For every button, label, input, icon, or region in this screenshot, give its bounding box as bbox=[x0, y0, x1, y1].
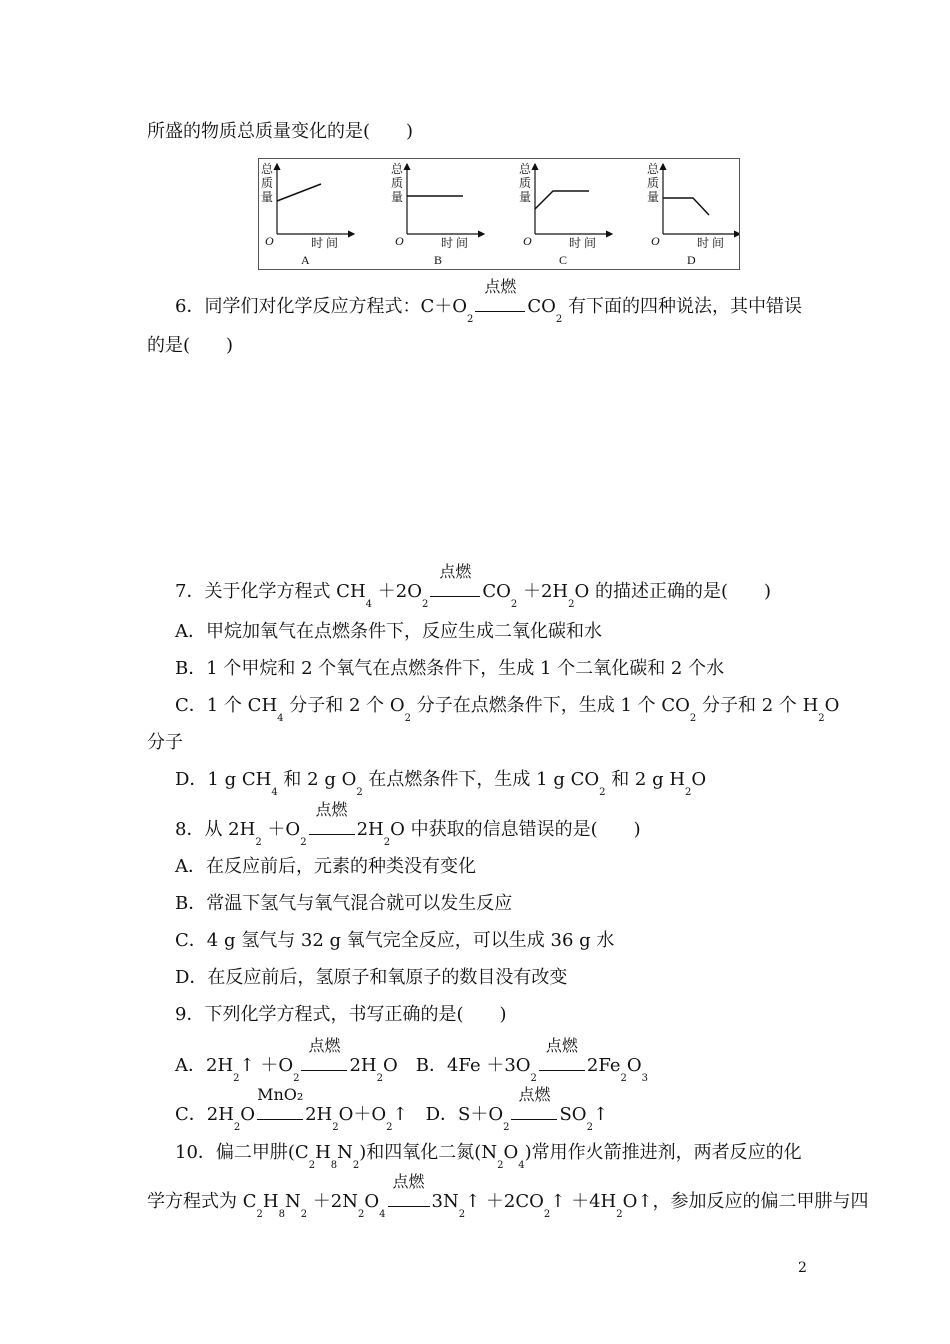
svg-text:质: 质 bbox=[647, 176, 660, 190]
graph-c-label: C bbox=[559, 253, 568, 267]
question-7-option-d: D．1 g $CH_4$ 和 2 g $O_2$ 在点燃条件下，生成 1 g $CO_2$ 和 2 g $H_2O$ bbox=[175, 769, 707, 798]
question-6-line-2: 的是( ) bbox=[147, 335, 234, 356]
question-9-options-ab: A．$2H_2↑ +O_2$ 点燃 $2H_2O$ B．$4Fe +3O_2$ 点燃 $2Fe_2O_3$ bbox=[175, 1036, 649, 1084]
graph-d-label: D bbox=[687, 253, 696, 267]
question-7-option-c-cont: 分子 bbox=[147, 732, 183, 753]
graph-a-origin: O bbox=[265, 234, 274, 248]
graph-b-label: B bbox=[434, 253, 443, 267]
question-7-stem: 7．关于化学方程式 $CH_4 +2O_2$ 点燃 $CO_2 +2H_2O$ 的描述正确的是( ) bbox=[175, 562, 772, 610]
question-8-option-c: C．4 g 氢气与 32 g 氧气完全反应，可以生成 36 g 水 bbox=[175, 930, 615, 951]
svg-text:时 间: 时 间 bbox=[311, 236, 339, 250]
graph-d bbox=[647, 162, 739, 267]
question-9-stem: 9．下列化学方程式，书写正确的是( ) bbox=[175, 1004, 507, 1025]
mass-time-graphs-figure bbox=[258, 158, 740, 270]
svg-text:O: O bbox=[523, 234, 532, 248]
svg-text:时 间: 时 间 bbox=[569, 236, 597, 250]
svg-text:总: 总 bbox=[519, 162, 532, 176]
question-8-option-d: D．在反应前后，氢原子和氧原子的数目没有改变 bbox=[175, 967, 568, 988]
question-7-option-a: A．甲烷加氧气在点燃条件下，反应生成二氧化碳和水 bbox=[175, 621, 602, 642]
svg-text:量: 量 bbox=[519, 190, 532, 204]
graph-a bbox=[261, 162, 354, 267]
question-8-option-b: B．常温下氢气与氧气混合就可以发生反应 bbox=[175, 893, 513, 914]
question-10-line-1: 10．偏二甲肼$(C_2H_8N_2)$和四氧化二氮$(N_2O_4)$常用作火箭推进剂，两者反应的化 bbox=[175, 1142, 802, 1171]
svg-text:质: 质 bbox=[519, 176, 532, 190]
svg-text:量: 量 bbox=[391, 190, 404, 204]
page-number: 2 bbox=[798, 1260, 807, 1276]
svg-text:质: 质 bbox=[391, 176, 404, 190]
graph-a-label: A bbox=[301, 253, 310, 267]
graph-b bbox=[391, 162, 484, 267]
graph-a-ylabel-1: 总 bbox=[261, 162, 274, 176]
question-9-options-cd: C．$2H_2O$ MnO₂ $2H_2O+O_2↑$ D．$S+O_2$ 点燃 $SO_2↑$ bbox=[175, 1085, 609, 1133]
question-7-option-c: C．1 个 $CH_4$ 分子和 2 个 $O_2$ 分子在点燃条件下，生成 1 个 $CO_2$ 分子和 2 个 $H_2O$ bbox=[175, 695, 840, 724]
svg-text:时 间: 时 间 bbox=[697, 236, 725, 250]
svg-text:时 间: 时 间 bbox=[441, 236, 469, 250]
svg-text:质: 质 bbox=[261, 176, 274, 190]
svg-text:量: 量 bbox=[647, 190, 660, 204]
question-5-tail: 所盛的物质总质量变化的是( ) bbox=[147, 121, 414, 142]
question-7-option-b: B．1 个甲烷和 2 个氧气在点燃条件下，生成 1 个二氧化碳和 2 个水 bbox=[175, 658, 725, 679]
svg-text:O: O bbox=[651, 234, 660, 248]
svg-text:量: 量 bbox=[261, 190, 274, 204]
svg-text:总: 总 bbox=[391, 162, 404, 176]
svg-text:O: O bbox=[395, 234, 404, 248]
svg-text:总: 总 bbox=[647, 162, 660, 176]
question-10-line-2: 学方程式为 $C_2H_8N_2 +2N_2O_4$ 点燃 $3N_2↑$ $+2CO_2↑$ $+4H_2O↑$，参加反应的偏二甲肼与四 bbox=[147, 1172, 869, 1220]
graph-c bbox=[519, 162, 612, 267]
question-6-line-1: 6．同学们对化学反应方程式：$C+O_2$ 点燃 $CO_2$ 有下面的四种说法，其中错误 bbox=[175, 277, 802, 325]
graphs-svg bbox=[259, 159, 739, 269]
question-8-stem: 8．从 $2H_2 +O_2$ 点燃 $2H_2O$ 中获取的信息错误的是( ) bbox=[175, 800, 641, 848]
question-8-option-a: A．在反应前后，元素的种类没有变化 bbox=[175, 856, 476, 877]
